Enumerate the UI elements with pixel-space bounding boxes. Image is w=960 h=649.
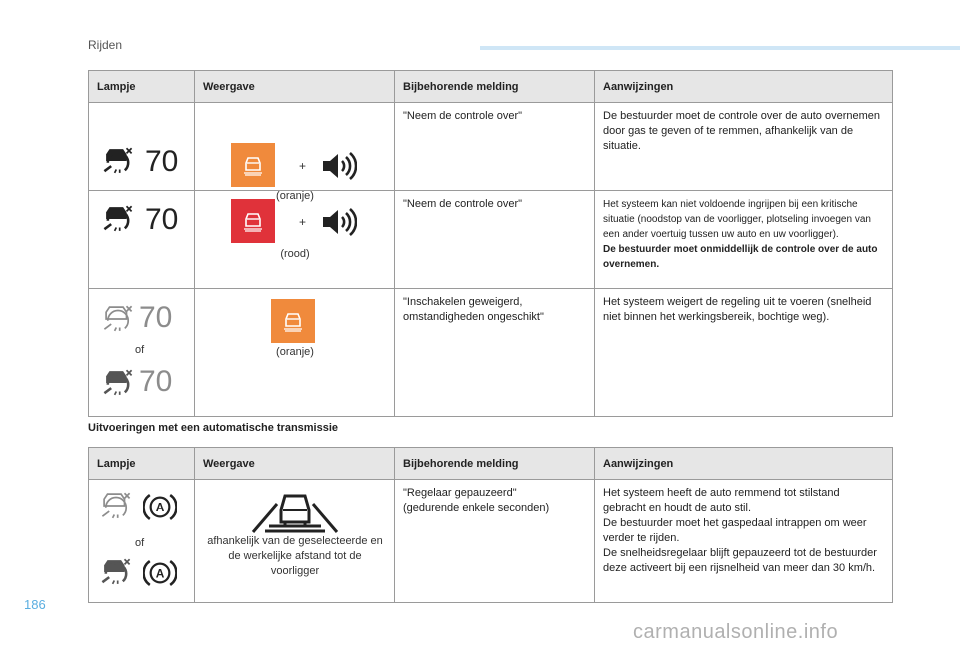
speed-value: 70: [145, 203, 179, 236]
car-collision-icon: [281, 309, 305, 333]
car-gauge-icon: [99, 558, 133, 586]
instructions-text: De bestuurder moet de controle over de auto overnemen door gas te geven of te remmen, afhankelijk van de situatie.: [603, 110, 880, 152]
watermark: carmanualsonline.info: [633, 621, 839, 643]
distance-display-icon: [247, 486, 343, 534]
speaker-icon: [321, 207, 357, 237]
or-label: of: [135, 537, 145, 549]
warning-tile: [271, 299, 315, 343]
instructions-cell: [595, 289, 893, 417]
car-gauge-outline-icon: [101, 305, 135, 333]
table-row: [89, 480, 893, 603]
col-header-weergave: Weergave: [195, 71, 395, 103]
plus-sign: +: [299, 159, 307, 173]
instructions-cell: [595, 191, 893, 289]
instructions-text: Het systeem weigert de regeling uit te voeren (snelheid niet binnen het werkingsbereik, bochtige weg).: [603, 296, 872, 323]
instructions-bold-text: De bestuurder moet onmiddellijk de controle over de auto overnemen.: [603, 244, 878, 270]
instructions-text: Het systeem kan niet voldoende ingrijpen bij een kritische situatie (noodstop van de voorligger, plotseling invoegen van een ander voertuig tussen uw auto en uw voorligger).: [603, 199, 871, 240]
col-header-lampje: Lampje: [89, 71, 195, 103]
speed-value: 70: [145, 145, 179, 178]
table-row: [89, 103, 893, 191]
warning-table: [88, 70, 893, 417]
message-text: "Neem de controle over": [403, 198, 523, 210]
display-caption: afhankelijk van de geselecteerde en de werkelijke afstand tot de voorligger: [207, 535, 383, 577]
col-header-lampje: Lampje: [89, 448, 195, 480]
col-header-weergave: Weergave: [195, 448, 395, 480]
display-cell: [195, 480, 395, 603]
subtitle-automatic-transmission: Uitvoeringen met een automatische transmissie: [88, 422, 339, 434]
speed-value-top: 70: [139, 301, 173, 334]
lamp-cell: [89, 480, 195, 603]
message-text: "Regelaar gepauzeerd" (gedurende enkele seconden): [403, 487, 550, 514]
display-cell: [195, 289, 395, 417]
or-label: of: [135, 344, 145, 356]
message-text: "Neem de controle over": [403, 110, 523, 122]
speaker-icon: [321, 151, 357, 181]
message-cell: [395, 103, 595, 191]
instructions-text: Het systeem heeft de auto remmend tot stilstand gebracht en houdt de auto stil. De bestuurder moet het gaspedaal intrappen om weer verder te rijden. De snelheidsregelaar blijft gepauzeerd tot de bestuurder deze activeert bij een rijsnelheid van meer dan 30 km/h.: [603, 487, 877, 574]
message-text: "Inschakelen geweigerd, omstandigheden ongeschikt": [403, 296, 544, 323]
car-collision-icon: [241, 153, 265, 177]
auto-hold-icon: [143, 556, 177, 590]
col-header-melding: Bijbehorende melding: [395, 71, 595, 103]
page-number: 186: [24, 597, 46, 612]
plus-sign: +: [299, 215, 307, 229]
lamp-cell: [89, 191, 195, 289]
table-row: [89, 191, 893, 289]
section-accent-bar: [480, 46, 960, 50]
lamp-cell: [89, 289, 195, 417]
lamp-cell: [89, 103, 195, 191]
warning-tile: [231, 143, 275, 187]
col-header-melding: Bijbehorende melding: [395, 448, 595, 480]
auto-hold-icon: [143, 490, 177, 524]
message-cell: [395, 191, 595, 289]
instructions-cell: [595, 103, 893, 191]
car-gauge-icon: [101, 147, 135, 175]
display-caption: (oranje): [276, 190, 314, 202]
message-cell: [395, 289, 595, 417]
instructions-cell: [595, 480, 893, 603]
automatic-table: [88, 447, 893, 603]
table-row: [89, 289, 893, 417]
car-gauge-outline-icon: [99, 492, 133, 520]
display-cell: [195, 191, 395, 289]
car-collision-icon: [241, 209, 265, 233]
speed-value-bottom: 70: [139, 365, 173, 398]
display-caption: (oranje): [276, 346, 314, 358]
col-header-aanwijzingen: Aanwijzingen: [595, 71, 893, 103]
col-header-aanwijzingen: Aanwijzingen: [595, 448, 893, 480]
message-cell: [395, 480, 595, 603]
car-gauge-icon: [101, 205, 135, 233]
display-caption: (rood): [280, 248, 310, 260]
warning-tile: [231, 199, 275, 243]
car-gauge-icon: [101, 369, 135, 397]
section-title: Rijden: [88, 38, 123, 52]
display-cell: [195, 103, 395, 202]
